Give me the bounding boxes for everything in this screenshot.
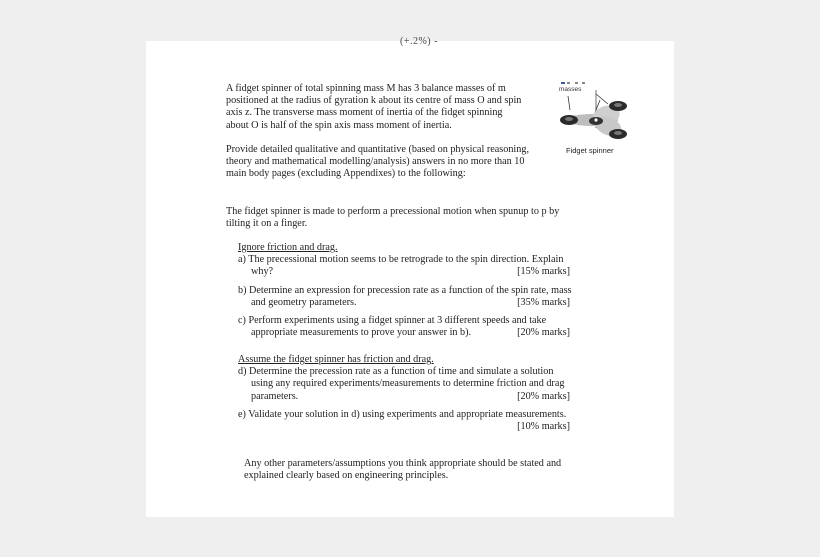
figure-caption: Fidget spinner (566, 146, 614, 155)
header-fragment: (+.2%) - (400, 36, 438, 47)
question-b: b) Determine an expression for precession rate as a function of the spin rate, mass and geometry parameters. [35% marks] (238, 285, 598, 309)
intro-paragraph-1: A fidget spinner of total spinning mass M has 3 balance masses of m positioned at the radius of gyration k about its centre of mass O and spin axis z. The transverse mass moment of inertia of the fidget spinning about O is half of the spin axis mass moment of inertia. (226, 83, 522, 131)
marks-d: [20% marks] (517, 390, 570, 402)
figure-label-masses: masses (559, 86, 582, 93)
intro-paragraph-3: The fidget spinner is made to perform a precessional motion when spunup to p by tilting it on a finger. (226, 206, 560, 230)
question-d: d) Determine the precession rate as a function of time and simulate a solution using any required experiments/measurements to determine friction and drag parameters. [20% marks] (238, 366, 598, 403)
question-e: e) Validate your solution in d) using experiments and appropriate measurements. [10% marks] (238, 409, 598, 433)
question-a: a) The precessional motion seems to be retrograde to the spin direction. Explain why? [15% marks] (238, 254, 598, 278)
marks-c: [20% marks] (517, 327, 570, 339)
marks-b: [35% marks] (517, 296, 570, 308)
closing-paragraph: Any other parameters/assumptions you think appropriate should be stated and explained clearly based on engineering principles. (244, 458, 562, 482)
intro-paragraph-2: Provide detailed qualitative and quantitative (based on physical reasoning, theory and mathematical modelling/analysis) answers in no more than 10 main body pages (excluding Appendixes) to the following: (226, 144, 529, 180)
marks-a: [15% marks] (517, 266, 570, 278)
question-c: c) Perform experiments using a fidget spinner at 3 different speeds and take appropriate measurements to prove your answer in b). [20% marks] (238, 315, 598, 339)
section-heading: Ignore friction and drag. (238, 242, 338, 253)
marks-e: [10% marks] (517, 421, 570, 433)
section-with-friction (238, 354, 598, 433)
section-no-friction (238, 242, 598, 339)
section-heading: Assume the fidget spinner has friction and drag. (238, 354, 434, 365)
